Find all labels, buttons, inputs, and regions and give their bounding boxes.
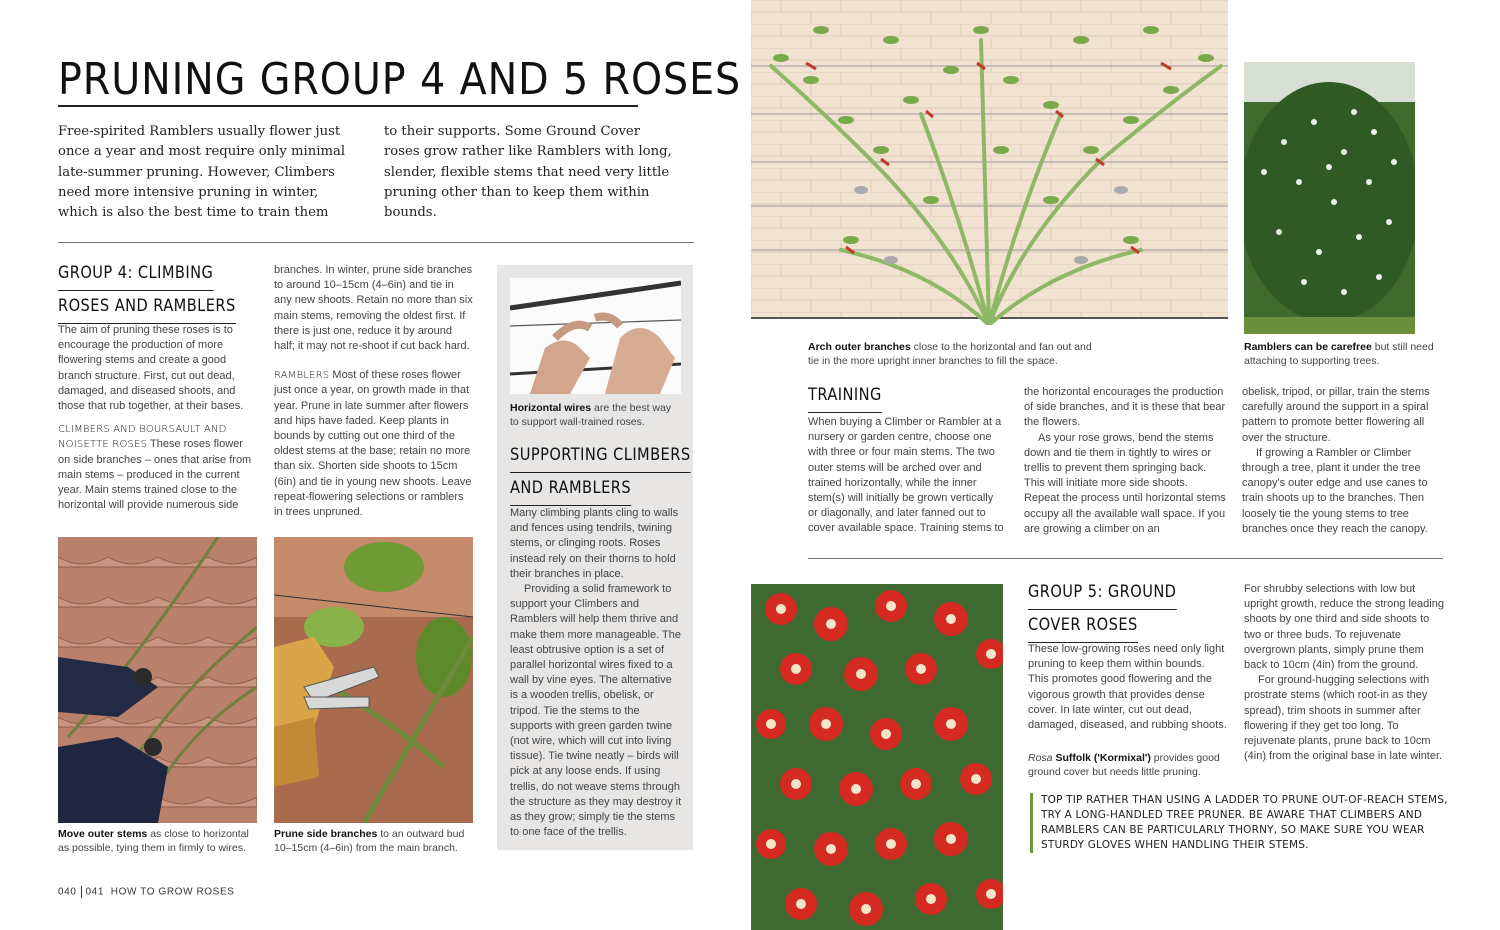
intro-col-1: Free-spirited Ramblers usually flower just once a year and most require only minimal late-summer pruning. However, Climbers need more intensive pruning in winter, which is also the best time to train them [58, 124, 346, 221]
footer-section: HOW TO GROW ROSES [110, 886, 235, 898]
caption-ramblers [1244, 340, 1434, 368]
supporting-heading [510, 440, 691, 506]
intro-col-2: to their supports. Some Ground Cover roses grow rather like Ramblers with long, slender, flexible stems that need very little pruning other than to keep them within bounds. [384, 124, 672, 221]
caption-outer-stems-text: as close to horizontal as possible, tying them in firmly to wires. [58, 828, 249, 854]
red-ground-cover-roses [751, 584, 1003, 930]
training-col3 [1242, 385, 1442, 537]
wire-tying-photo [510, 278, 681, 394]
group4-subhead: CLIMBERS AND BOURSAULT AND NOISETTE ROSES [58, 424, 227, 451]
page-footer [58, 886, 235, 898]
top-tip-text: RATHER THAN USING A LADDER TO PRUNE OUT-OF-REACH STEMS, TRY A LONG-HANDLED TREE PRUNER. BE AWARE THAT CLIMBERS AND RAMBLERS CAN BE PARTICULARLY THORNY, SO MAKE SURE YOU WEAR STURDY GLOVES WHEN HANDLING THEIR STEMS. [1041, 794, 1448, 851]
caption-arch-branches [808, 340, 1098, 368]
top-tip-label: TOP TIP [1041, 794, 1083, 806]
group4-heading-line1: GROUP 4: CLIMBING [58, 258, 213, 291]
photo-prune-side-branches [274, 537, 473, 823]
caption-rosa-text: provides good ground cover but needs little pruning. [1028, 752, 1220, 778]
training-col3-para2: If growing a Rambler or Climber through a tree, plant it under the tree canopy's outer edge and use canes to train shoots up to the branches. Then loosely tie the young stems to tree branches once they reach the canopy. [1242, 446, 1428, 535]
group4-para1: The aim of pruning these roses is to encourage the production of more flowering stems and create a good branch structure. First, cut out dead, damaged, and diseased shoots, and those that rub together, at their bases. [58, 324, 244, 413]
caption-rosa-suffolk [1028, 751, 1228, 779]
photo-outer-stems [58, 537, 257, 823]
photo-horizontal-wires [510, 278, 681, 394]
page-number-right: 041 [85, 886, 104, 898]
top-tip-box [1030, 793, 1461, 853]
group5-heading-line1: GROUP 5: GROUND [1028, 577, 1176, 610]
training-col3-para1: obelisk, tripod, or pillar, train the stems carefully around the support in a spiral pattern to promote better flowering all over the structure. [1242, 386, 1430, 444]
title-underline [58, 105, 638, 107]
group5-para1: These low-growing roses need only light pruning to keep them within bounds. This promotes good flowering and the vigorous growth that provides dense cover. In late winter, cut out dead, damaged, diseased, and rubbing shoots. [1028, 643, 1227, 732]
caption-side-branches-bold: Prune side branches [274, 828, 378, 840]
group5-col2-para2: For ground-hugging selections with prostrate stems (which root-in as they spread), trim shoots in summer after flowering if they get too long. To rejuvenate plants, prune back to 10cm (4in) from the original base in late winter. [1244, 674, 1443, 763]
page-number-left: 040 [58, 886, 77, 898]
group4-heading-line2: ROSES AND RAMBLERS [58, 291, 236, 324]
caption-wires-text: are the best way to support wall-trained roses. [510, 402, 672, 428]
page-title: PRUNING GROUP 4 AND 5 ROSES [58, 54, 742, 105]
training-col2-para1: the horizontal encourages the production of side branches, and it is these that bear the flowers. [1024, 386, 1226, 429]
supporting-para2: Providing a solid framework to support your Climbers and Ramblers will help them thrive and make them more manageable. The least obtrusive option is a set of parallel horizontal wires fixed to a wall by vine eyes. The alternative is a wooden trellis, obelisk, or tripod. Tie the stems to the supports with green garden twine (not wire, which will cut into living tissue). Tie twine neatly – birds will pick at any loose ends. If using trellis, do not weave stems through the structure as they may destroy it as they grow; simply tie the stems to one face of the trellis. [510, 583, 682, 839]
photo-rambler-tree [1244, 62, 1415, 334]
training-col1-text: When buying a Climber or Rambler at a nursery or garden centre, choose one with three or four main stems. The two outer stems will be arched over and trained horizontally, while the inner stem(s) will initially be grown vertically or diagonally, and later fanned out to cover available space. Training stems to [808, 416, 1004, 535]
tiled-wall-photo [58, 537, 257, 823]
rambler-tree-photo [1244, 62, 1415, 334]
caption-rosa-name: Suffolk ('Kormixal') [1055, 752, 1151, 764]
caption-horizontal-wires [510, 401, 682, 429]
supporting-heading-line2: AND RAMBLERS [510, 473, 631, 506]
supporting-body [510, 506, 682, 840]
supporting-para1: Many climbing plants cling to walls and fences using tendrils, twining stems, or clinging roots. Roses instead rely on their thorns to hold their branches in place. [510, 507, 679, 580]
caption-wires-bold: Horizontal wires [510, 402, 592, 414]
group4-col2 [274, 263, 474, 520]
caption-arch-text: close to the horizontal and fan out and tie in the more upright inner branches to fill the space. [808, 341, 1092, 367]
photo-rosa-suffolk [751, 584, 1003, 930]
caption-rosa-italic: Rosa [1028, 752, 1053, 764]
section-divider [58, 242, 694, 243]
group5-col2 [1244, 582, 1449, 764]
group4-heading [58, 258, 236, 324]
caption-outer-stems-bold: Move outer stems [58, 828, 148, 840]
group5-col1 [1028, 642, 1228, 733]
group5-col2-para1: For shrubby selections with low but upright growth, reduce the strong leading shoots by one third and side shoots to two or three buds. To rejuvenate overgrown plants, simply prune them back to 10cm (4in) from the ground. [1244, 583, 1444, 672]
caption-arch-bold: Arch outer branches [808, 341, 911, 353]
group5-heading [1028, 577, 1176, 643]
training-heading [808, 380, 882, 413]
group4-col1 [58, 323, 254, 513]
supporting-heading-line1: SUPPORTING CLIMBERS [510, 440, 691, 473]
caption-ramblers-text: but still need attaching to supporting trees. [1244, 341, 1434, 367]
caption-ramblers-bold: Ramblers can be carefree [1244, 341, 1372, 353]
training-col2 [1024, 385, 1226, 537]
training-col2-para2: As your rose grows, bend the stems down and tie them in tightly to wires or trellis to prevent them springing back. This will initiate more side shoots. Repeat the process until horizontal stems occupy all the available wall space. If you are growing a climber on an [1024, 431, 1226, 535]
caption-side-branches-text: to an outward bud 10–15cm (4–6in) from the main branch. [274, 828, 465, 854]
caption-outer-stems [58, 827, 258, 855]
ramblers-label: RAMBLERS [274, 370, 330, 382]
group5-heading-line2: COVER ROSES [1028, 610, 1138, 643]
training-col1 [808, 415, 1006, 537]
trained-climber-diagram [751, 0, 1228, 325]
pruning-photo [274, 537, 473, 823]
group4-col2-para2: Most of these roses flower just once a year, on growth made in that year. Prune in late summer after flowers and hips have faded. Keep plants in bounds by cutting out one third of the oldest stems at the base; retain no more than six. Shorten side shoots to 15cm (6in) and tie in young new shoots. Leave repeat-flowering selections or ramblers in trees unpruned. [274, 369, 472, 519]
group4-para2: These roses flower on side branches – ones that arise from main stems – produced in the current year. Main stems trained close to the horizontal will provide numerous side [58, 438, 252, 512]
caption-side-branches [274, 827, 479, 855]
training-divider [808, 558, 1443, 559]
group4-col2-para1: branches. In winter, prune side branches to around 10–15cm (4–6in) and tie in any new shoots. Retain no more than six main stems, removing the oldest first. If there is just one, reduce it by around half; it may not re-shoot if cut back hard. [274, 264, 473, 353]
climber-training-illustration [751, 0, 1228, 325]
training-heading-text: TRAINING [808, 380, 882, 413]
